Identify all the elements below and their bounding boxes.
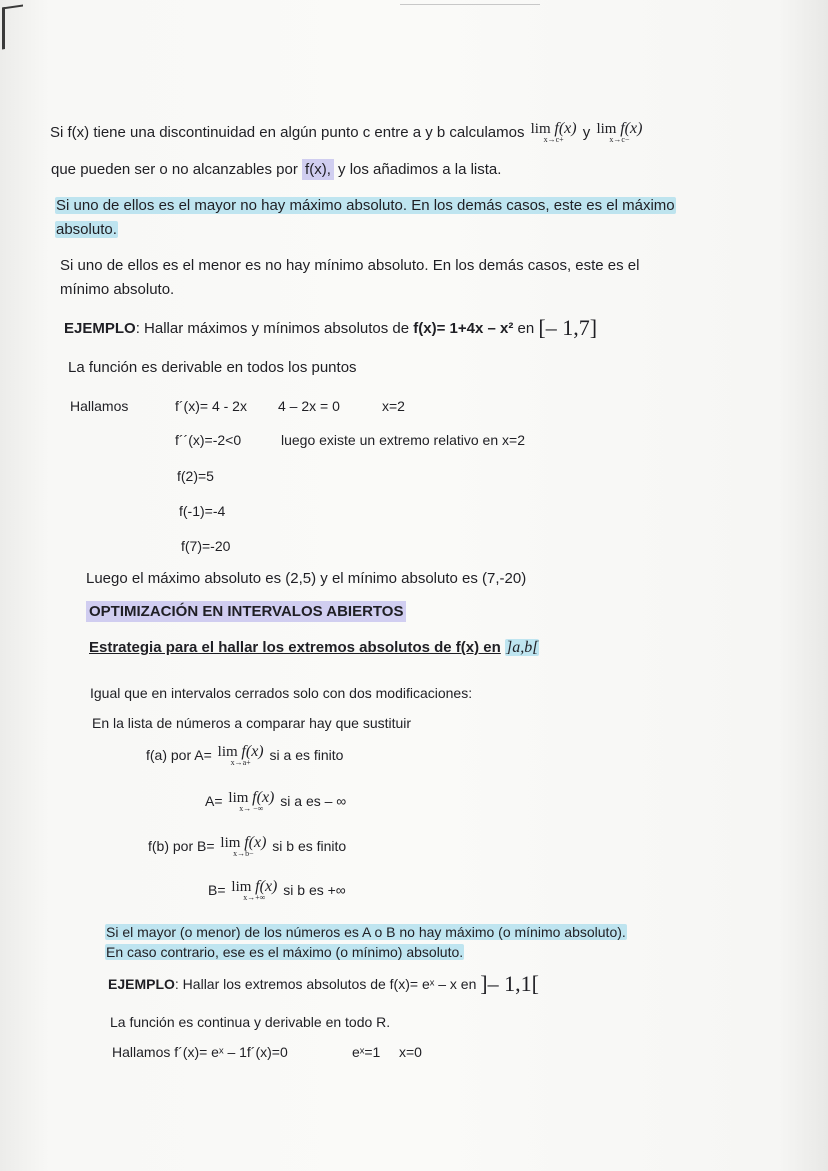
- example-1-heading: EJEMPLO: Hallar máximos y mínimos absolutos de f(x)= 1+4x – x² en [– 1,7]: [64, 315, 598, 340]
- value-f-minus-1: f(-1)=-4: [179, 503, 226, 519]
- example-2-solution: x=0: [399, 1044, 422, 1060]
- hallamos-label: Hallamos: [70, 398, 129, 414]
- first-derivative: f´(x)= 4 - 2x: [175, 398, 247, 414]
- page-corner-mark: [2, 5, 23, 50]
- same-as-closed-text: Igual que en intervalos cerrados solo con dos modificaciones:: [90, 685, 473, 701]
- value-f-2: f(2)=5: [177, 468, 214, 484]
- strategy-interval: ]a,b[: [505, 639, 539, 656]
- example-2-derivative: Hallamos f´(x)= eˣ – 1f´(x)=0: [112, 1044, 288, 1060]
- paragraph-3-line-1: Si uno de ellos es el menor es no hay mínimo absoluto. En los demás casos, este es el: [60, 257, 640, 274]
- highlight-fx: f(x),: [302, 159, 334, 180]
- highlight-p2: Si uno de ellos es el mayor no hay máximo absoluto. En los demás casos, este es el máximo: [56, 197, 675, 214]
- paragraph-2-line-1: [55, 196, 676, 216]
- example-1-interval: [– 1,7]: [538, 315, 598, 340]
- strategy-title: Estrategia para el hallar los extremos absolutos de f(x) en ]a,b[: [89, 639, 539, 656]
- second-derivative-conclusion: luego existe un extremo relativo en x=2: [281, 432, 525, 448]
- paragraph-1-line-1: Si f(x) tiene una discontinuidad en algún punto c entre a y b calculamos lim f(x) x→c+ y lim f(x) x→c−: [50, 120, 643, 144]
- fb-substitution: f(b) por B= lim f(x) x→b− si b es finito: [148, 834, 347, 859]
- example-2-interval: ]– 1,1[: [480, 971, 539, 996]
- limit-c-plus: lim f(x) x→c+: [530, 120, 577, 144]
- paragraph-3-line-2: mínimo absoluto.: [60, 281, 175, 298]
- continuity-statement: La función es continua y derivable en todo R.: [110, 1014, 391, 1030]
- section-title: OPTIMIZACIÓN EN INTERVALOS ABIERTOS: [86, 602, 406, 622]
- critical-point: x=2: [382, 398, 405, 414]
- example-1-conclusion: Luego el máximo absoluto es (2,5) y el mínimo absoluto es (7,-20): [86, 570, 527, 587]
- page-edge-line: [400, 4, 540, 5]
- derivative-equation: 4 – 2x = 0: [278, 398, 340, 414]
- a-minus-infinity: A= lim f(x) x→ −∞ si a es – ∞: [205, 789, 347, 814]
- b-plus-infinity: B= lim f(x) x→+∞ si b es +∞: [208, 878, 346, 903]
- list-substitution-text: En la lista de números a comparar hay que sustituir: [92, 715, 412, 731]
- paragraph-1-line-2: que pueden ser o no alcanzables por f(x), y los añadimos a la lista.: [51, 161, 502, 178]
- rule-line-2: En caso contrario, ese es el máximo (o mínimo) absoluto.: [106, 944, 464, 960]
- value-f-7: f(7)=-20: [181, 538, 231, 554]
- example-2-heading: EJEMPLO: Hallar los extremos absolutos de f(x)= eˣ – x en ]– 1,1[: [108, 971, 539, 996]
- derivable-statement: La función es derivable en todos los puntos: [68, 359, 357, 376]
- p1-text: Si f(x) tiene una discontinuidad en algún punto c entre a y b calculamos: [50, 123, 525, 141]
- example-1-function: f(x)= 1+4x – x²: [413, 320, 514, 337]
- example-2-exp-equation: eˣ=1: [352, 1044, 381, 1060]
- paragraph-2-line-2: absoluto.: [56, 221, 117, 238]
- rule-line-1: Si el mayor (o menor) de los números es A o B no hay máximo (o mínimo absoluto).: [106, 924, 626, 940]
- limit-c-minus: lim f(x) x→c−: [596, 120, 643, 144]
- second-derivative: f´´(x)=-2<0: [175, 432, 242, 448]
- fa-substitution: f(a) por A= lim f(x) x→a+ si a es finito: [146, 743, 344, 768]
